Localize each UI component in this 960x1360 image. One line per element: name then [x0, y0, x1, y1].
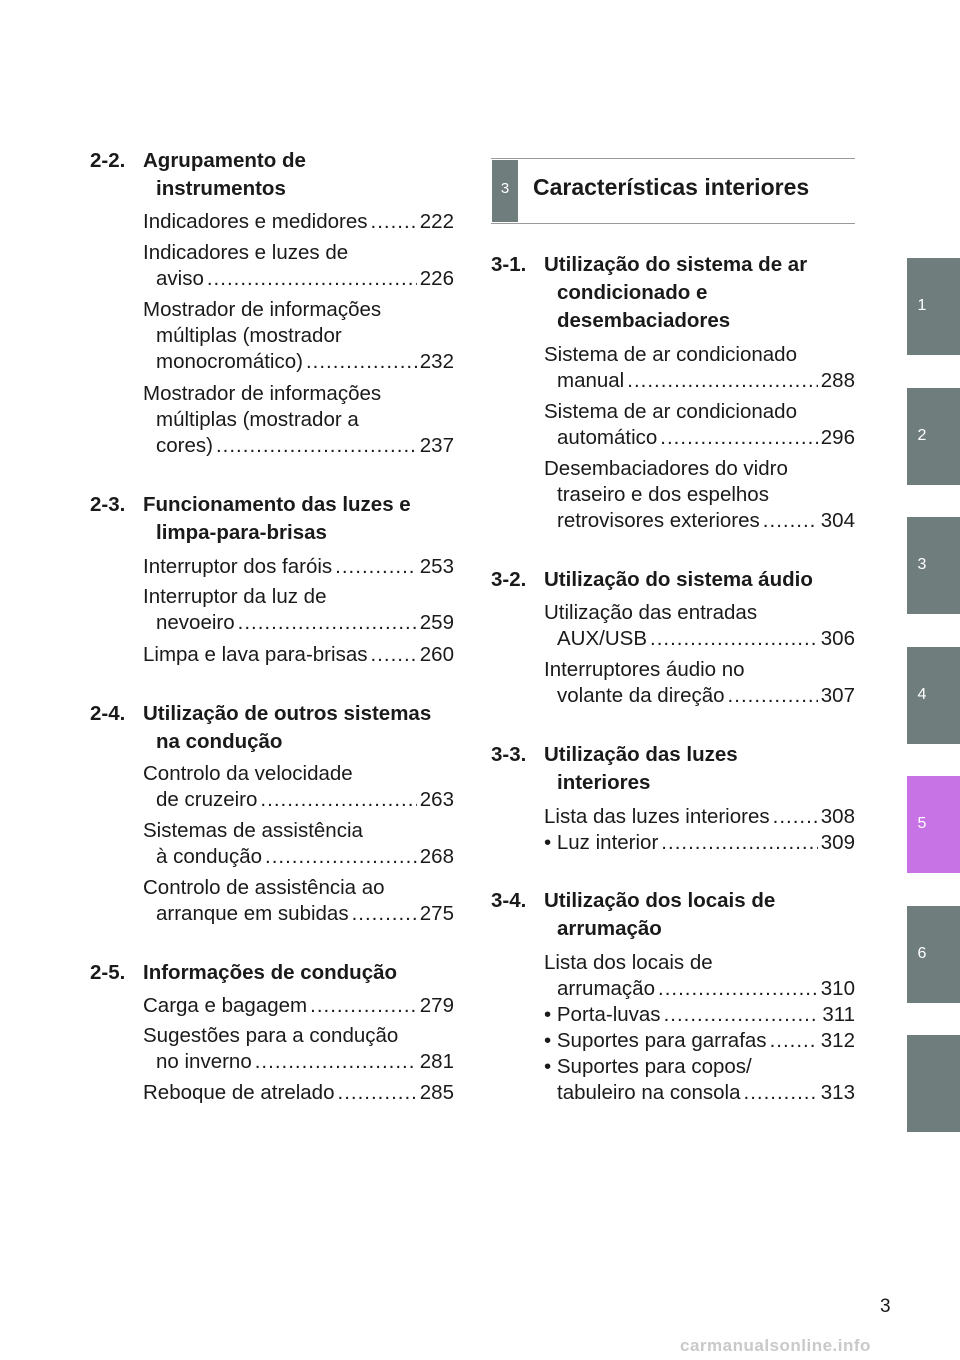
section-title-3-1	[491, 251, 855, 339]
entry-title: Reboque de atrelado	[143, 1081, 335, 1104]
toc-entry[interactable]	[143, 642, 454, 668]
page-ref: 307	[820, 684, 855, 707]
chapter-header	[491, 158, 855, 224]
toc-entry[interactable]	[143, 1023, 454, 1075]
entry-title: Controlo da velocidade	[143, 762, 353, 785]
entry-title: de cruzeiro	[156, 788, 258, 811]
chapter-title: Características interiores	[533, 174, 810, 200]
entry-title: Indicadores e medidores	[143, 210, 368, 233]
entry-title: Lista das luzes interiores	[544, 805, 770, 828]
toc-entry[interactable]	[143, 240, 454, 292]
entry-title: Lista dos locais de	[544, 951, 713, 974]
toc-entry[interactable]	[544, 600, 855, 652]
entry-title: Mostrador de informações	[143, 382, 382, 405]
page-ref: 260	[419, 643, 454, 666]
section-number: 3-2.	[491, 568, 527, 591]
entry-title: manual	[557, 369, 625, 392]
entry-title: arranque em subidas	[156, 902, 349, 925]
toc-entry[interactable]	[143, 993, 454, 1019]
section-title-line: Utilização de outros sistemas	[143, 702, 432, 725]
section-title-line: Funcionamento das luzes e	[143, 493, 411, 516]
section-number: 2-2.	[90, 149, 126, 172]
section-title-line: Informações de condução	[143, 961, 398, 984]
section-title-line: Utilização das luzes	[544, 743, 738, 766]
entry-title: múltiplas (mostrador a	[156, 408, 359, 431]
page-ref: 304	[820, 509, 855, 532]
side-tab-label: 3	[917, 556, 927, 573]
side-tab-label: 4	[917, 686, 927, 703]
section-title-2-5	[90, 959, 454, 989]
entry-title: traseiro e dos espelhos	[557, 483, 769, 506]
entry-title: Interruptor da luz de	[143, 585, 327, 608]
toc-entry[interactable]	[143, 818, 454, 870]
toc-entry[interactable]	[544, 830, 855, 856]
toc-entry[interactable]	[143, 761, 454, 813]
section-title-line: Agrupamento de	[143, 149, 306, 172]
side-tab-5[interactable]	[907, 776, 960, 873]
entry-title: • Porta-luvas	[544, 1003, 661, 1026]
section-title-2-3	[90, 491, 454, 551]
entry-title: Interruptor dos faróis	[143, 555, 333, 578]
toc-entry[interactable]	[544, 456, 855, 534]
page-ref: 309	[820, 831, 855, 854]
section-title-3-3	[491, 741, 855, 801]
entry-title: Sugestões para a condução	[143, 1024, 399, 1047]
side-tab-1[interactable]	[907, 258, 960, 355]
side-tab-label: 6	[917, 945, 927, 962]
entry-title: • Suportes para copos/	[544, 1055, 752, 1078]
entry-title: Sistemas de assistência	[143, 819, 363, 842]
toc-entry[interactable]	[544, 399, 855, 451]
section-title-line: condicionado e	[557, 281, 708, 304]
entry-title: volante da direção	[557, 684, 725, 707]
entry-title: aviso	[156, 267, 204, 290]
section-number: 2-5.	[90, 961, 126, 984]
entry-title: Utilização das entradas	[544, 601, 758, 624]
page-ref: 279	[419, 994, 454, 1017]
toc-entry[interactable]	[544, 1002, 855, 1028]
page-ref: 268	[419, 845, 454, 868]
side-tab-3[interactable]	[907, 517, 960, 614]
page-ref: 312	[820, 1029, 855, 1052]
page-ref: 275	[419, 902, 454, 925]
side-tab-label: 5	[917, 815, 927, 832]
page-ref: 285	[419, 1081, 454, 1104]
entry-title: monocromático)	[156, 350, 303, 373]
entry-title: • Suportes para garrafas	[544, 1029, 767, 1052]
section-title-2-2	[90, 147, 454, 207]
page-ref: 222	[419, 210, 454, 233]
page-ref: 253	[419, 555, 454, 578]
entry-title: Indicadores e luzes de	[143, 241, 349, 264]
section-title-2-4	[90, 700, 454, 760]
page-number: 3	[880, 1296, 891, 1317]
section-title-line: desembaciadores	[557, 309, 731, 332]
section-title-line: arrumação	[557, 917, 662, 940]
entry-title: Desembaciadores do vidro	[544, 457, 788, 480]
side-tab-label: 1	[917, 297, 927, 314]
section-number: 2-4.	[90, 702, 126, 725]
toc-entry[interactable]	[143, 875, 454, 927]
entry-title: múltiplas (mostrador	[156, 324, 342, 347]
page-ref: 296	[820, 426, 855, 449]
entry-title: tabuleiro na consola	[557, 1081, 741, 1104]
entry-title: retrovisores exteriores	[557, 509, 760, 532]
page-ref: 308	[820, 805, 855, 828]
page-ref: 226	[419, 267, 454, 290]
toc-entry[interactable]	[143, 554, 454, 580]
entry-title: AUX/USB	[557, 627, 647, 650]
section-title-line: na condução	[156, 730, 283, 753]
entry-title: cores)	[156, 434, 213, 457]
entry-title: Sistema de ar condicionado	[544, 400, 797, 423]
entry-title: arrumação	[557, 977, 655, 1000]
section-number: 3-4.	[491, 889, 527, 912]
toc-entry[interactable]	[544, 1028, 855, 1054]
entry-title: Interruptores áudio no	[544, 658, 745, 681]
toc-entry[interactable]	[143, 1080, 454, 1106]
page-ref: 313	[820, 1081, 855, 1104]
entry-title: Controlo de assistência ao	[143, 876, 385, 899]
page-ref: 237	[419, 434, 454, 457]
toc-entry[interactable]	[143, 584, 454, 636]
page-ref: 259	[419, 611, 454, 634]
toc-entry[interactable]	[143, 297, 454, 375]
section-title-line: Utilização do sistema de ar	[544, 253, 808, 276]
section-title-line: instrumentos	[156, 177, 286, 200]
entry-title: • Luz interior	[544, 831, 659, 854]
toc-entry[interactable]	[544, 1054, 855, 1106]
toc-entry[interactable]	[544, 342, 855, 394]
page-ref: 263	[419, 788, 454, 811]
entry-title: Sistema de ar condicionado	[544, 343, 797, 366]
entry-title: Mostrador de informações	[143, 298, 382, 321]
section-number: 3-3.	[491, 743, 527, 766]
toc-entry[interactable]	[143, 209, 454, 235]
chapter-number-tab	[492, 160, 518, 222]
section-title-line: Utilização do sistema áudio	[544, 568, 813, 591]
section-number: 2-3.	[90, 493, 126, 516]
section-number: 3-1.	[491, 253, 527, 276]
side-tab-6[interactable]	[907, 906, 960, 1003]
page-ref: 306	[820, 627, 855, 650]
toc-entry[interactable]	[143, 381, 454, 459]
entry-title: Limpa e lava para-brisas	[143, 643, 368, 666]
section-title-3-2	[491, 566, 855, 596]
entry-title: no inverno	[156, 1050, 252, 1073]
section-title-line: Utilização dos locais de	[544, 889, 776, 912]
side-tab-label: 2	[917, 427, 927, 444]
entry-title: à condução	[156, 845, 263, 868]
section-title-line: interiores	[557, 771, 651, 794]
side-tab-2[interactable]	[907, 388, 960, 485]
page-ref: 311	[822, 1003, 855, 1026]
page-ref: 310	[820, 977, 855, 1000]
entry-title: automático	[557, 426, 658, 449]
watermark: carmanualsonline.info	[680, 1336, 871, 1355]
entry-title: nevoeiro	[156, 611, 235, 634]
side-tab-4[interactable]	[907, 647, 960, 744]
section-title-line: limpa-para-brisas	[156, 521, 327, 544]
section-title-3-4	[491, 887, 855, 947]
page-ref: 281	[419, 1050, 454, 1073]
toc-entry[interactable]	[544, 950, 855, 1002]
side-tab-7[interactable]	[907, 1035, 960, 1132]
page-ref: 232	[419, 350, 454, 373]
page-ref: 288	[820, 369, 855, 392]
entry-title: Carga e bagagem	[143, 994, 308, 1017]
chapter-number: 3	[500, 180, 510, 197]
toc-entry[interactable]	[544, 804, 855, 830]
toc-entry[interactable]	[544, 657, 855, 709]
